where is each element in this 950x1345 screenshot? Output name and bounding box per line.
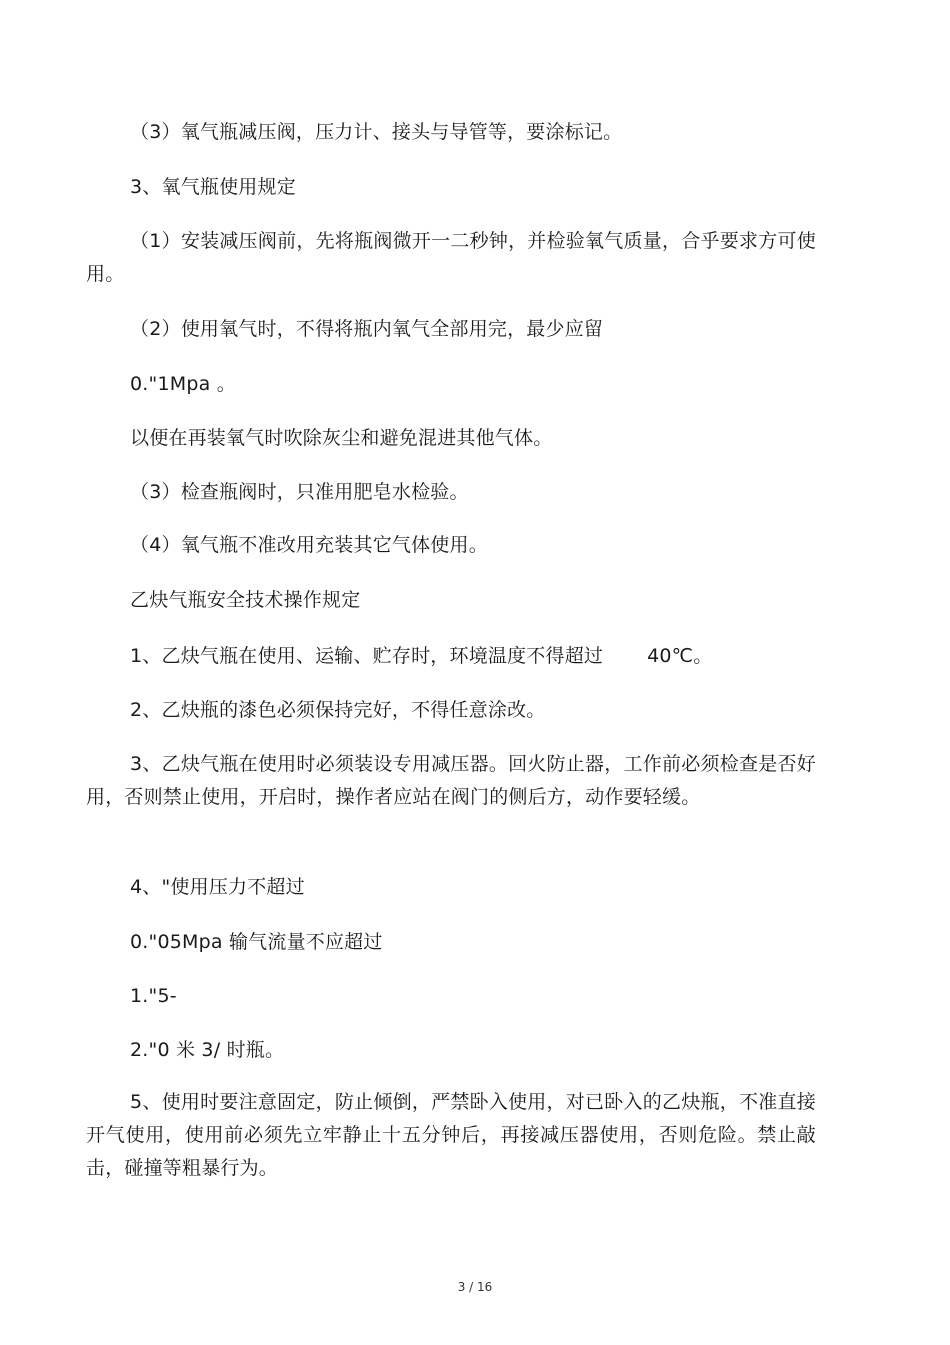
paragraph-purpose-residual: 以便在再装氧气时吹除灰尘和避免混进其他气体。 [130,427,553,449]
paragraph-flow-range-start: 1."5- [130,985,177,1007]
paragraph-flow-range-end: 2."0 米 3/ 时瓶。 [130,1039,285,1061]
paragraph-install-regulator: （1）安装减压阀前，先将瓶阀微开一二秒钟，并检验氧气质量，合乎要求方可使用。 [86,230,816,285]
paragraph-do-not-empty-bottle: （2）使用氧气时，不得将瓶内氧气全部用完，最少应留 [130,318,604,340]
heading-oxygen-usage-rules: 3、氧气瓶使用规定 [130,176,296,198]
paragraph-acetylene-paint: 2、乙炔瓶的漆色必须保持完好，不得任意涂改。 [130,699,546,721]
paragraph-acetylene-regulator: 3、乙炔气瓶在使用时必须装设专用减压器。回火防止器，工作前必须检查是否好用，否则禁止使用，开启时，操作者应站在阀门的侧后方，动作要轻缓。 [86,753,816,808]
paragraph-pressure-limit: 4、"使用压力不超过 [130,876,305,898]
temperature-rule-text: 1、乙炔气瓶在使用、运输、贮存时，环境温度不得超过 [130,645,604,667]
paragraph-fix-bottle: 5、使用时要注意固定，防止倾倒，严禁卧入使用，对已卧入的乙炔瓶，不准直接开气使用，使用前必须先立牢静止十五分钟后，再接减压器使用，否则危险。禁止敲击，碰撞等粗暴行为。 [86,1091,816,1179]
heading-acetylene-rules: 乙炔气瓶安全技术操作规定 [130,589,361,611]
temperature-limit-value: 40℃。 [647,645,713,667]
paragraph-acetylene-temperature [130,640,712,673]
paragraph-oxygen-valve-marking: （3）氧气瓶减压阀，压力计、接头与导管等，要涂标记。 [130,121,623,143]
paragraph-flow-limit: 0."05Mpa 输气流量不应超过 [130,931,383,953]
page-number: 3 / 16 [457,1280,493,1294]
paragraph-no-other-gas: （4）氧气瓶不准改用充装其它气体使用。 [130,534,488,556]
paragraph-min-pressure: 0."1Mpa 。 [130,373,236,395]
paragraph-check-valve-soap: （3）检查瓶阀时，只准用肥皂水检验。 [130,481,469,503]
